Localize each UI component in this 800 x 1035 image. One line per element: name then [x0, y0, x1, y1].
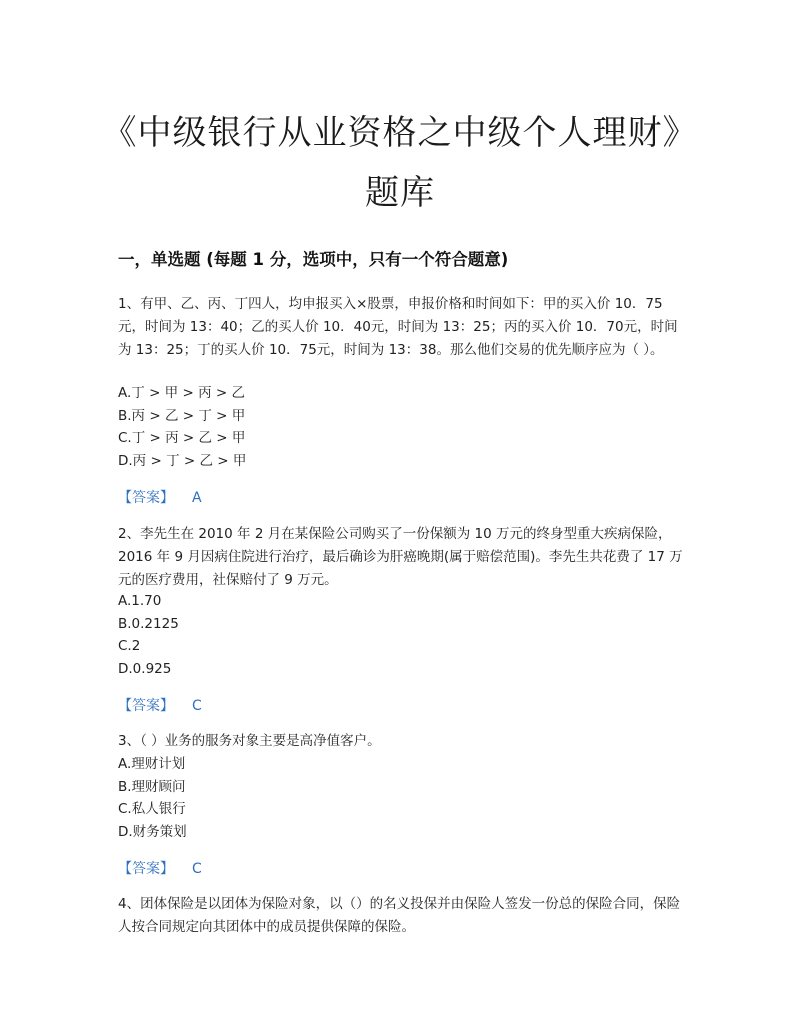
option-b: B.0.2125: [118, 615, 179, 632]
answer-label: 【答案】: [118, 490, 174, 506]
question-4-text: 4、团体保险是以团体为保险对象，以（）的名义投保并由保险人签发一份总的保险合同，保险人按合同规定向其团体中的成员提供保障的保险。: [118, 896, 681, 935]
option-a: A.丁 > 甲 > 丙 > 乙: [118, 385, 245, 401]
answer-1: [118, 487, 202, 507]
question-1-text: 1、有甲、乙、丙、丁四人，均申报买入×股票，申报价格和时间如下：甲的买入价 10．75元，时间为 13：40；乙的买人价 10．40元，时间为 13：25；丙的买入价 10．70元，时间为 13：25；丁的买人价 10．75元，时间为 13：38。那么他们交易的优先顺序应为（ ）。: [118, 296, 678, 358]
option-d: D.丙 > 丁 > 乙 > 甲: [118, 452, 247, 469]
question-3-options: [118, 753, 187, 843]
question-2-options: [118, 590, 179, 680]
option-c: C.私人银行: [118, 801, 186, 817]
answer-value: A: [192, 490, 202, 506]
answer-label: 【答案】: [118, 698, 174, 714]
question-1-options: [118, 382, 246, 472]
answer-value: C: [192, 861, 202, 877]
option-c: C.2: [118, 638, 141, 654]
answer-3: [118, 858, 202, 878]
option-a: A.1.70: [118, 593, 162, 609]
answer-label: 【答案】: [118, 861, 174, 877]
option-b: B.理财顾问: [118, 778, 186, 795]
answer-2: [118, 695, 202, 715]
question-2-text: 2、李先生在 2010 年 2 月在某保险公司购买了一份保额为 10 万元的终身型重大疾病保险，2016 年 9 月因病住院进行治疗，最后确诊为肝癌晚期(属于赔偿范围)。李先生共花费了 17 万元的医疗费用，社保赔付了 9 万元。: [118, 526, 683, 588]
question-3-text: 3、（ ）业务的服务对象主要是高净值客户。: [118, 733, 381, 749]
option-b: B.丙 > 乙 > 丁 > 甲: [118, 407, 246, 424]
option-a: A.理财计划: [118, 756, 186, 772]
answer-value: C: [192, 698, 202, 714]
option-c: C.丁 > 丙 > 乙 > 甲: [118, 430, 246, 446]
option-d: D.财务策划: [118, 823, 187, 840]
document-title: 《中级银行从业资格之中级个人理财》题库: [102, 113, 698, 213]
option-d: D.0.925: [118, 660, 172, 677]
section-heading: 一，单选题 (每题 1 分，选项中，只有一个符合题意): [118, 250, 509, 269]
